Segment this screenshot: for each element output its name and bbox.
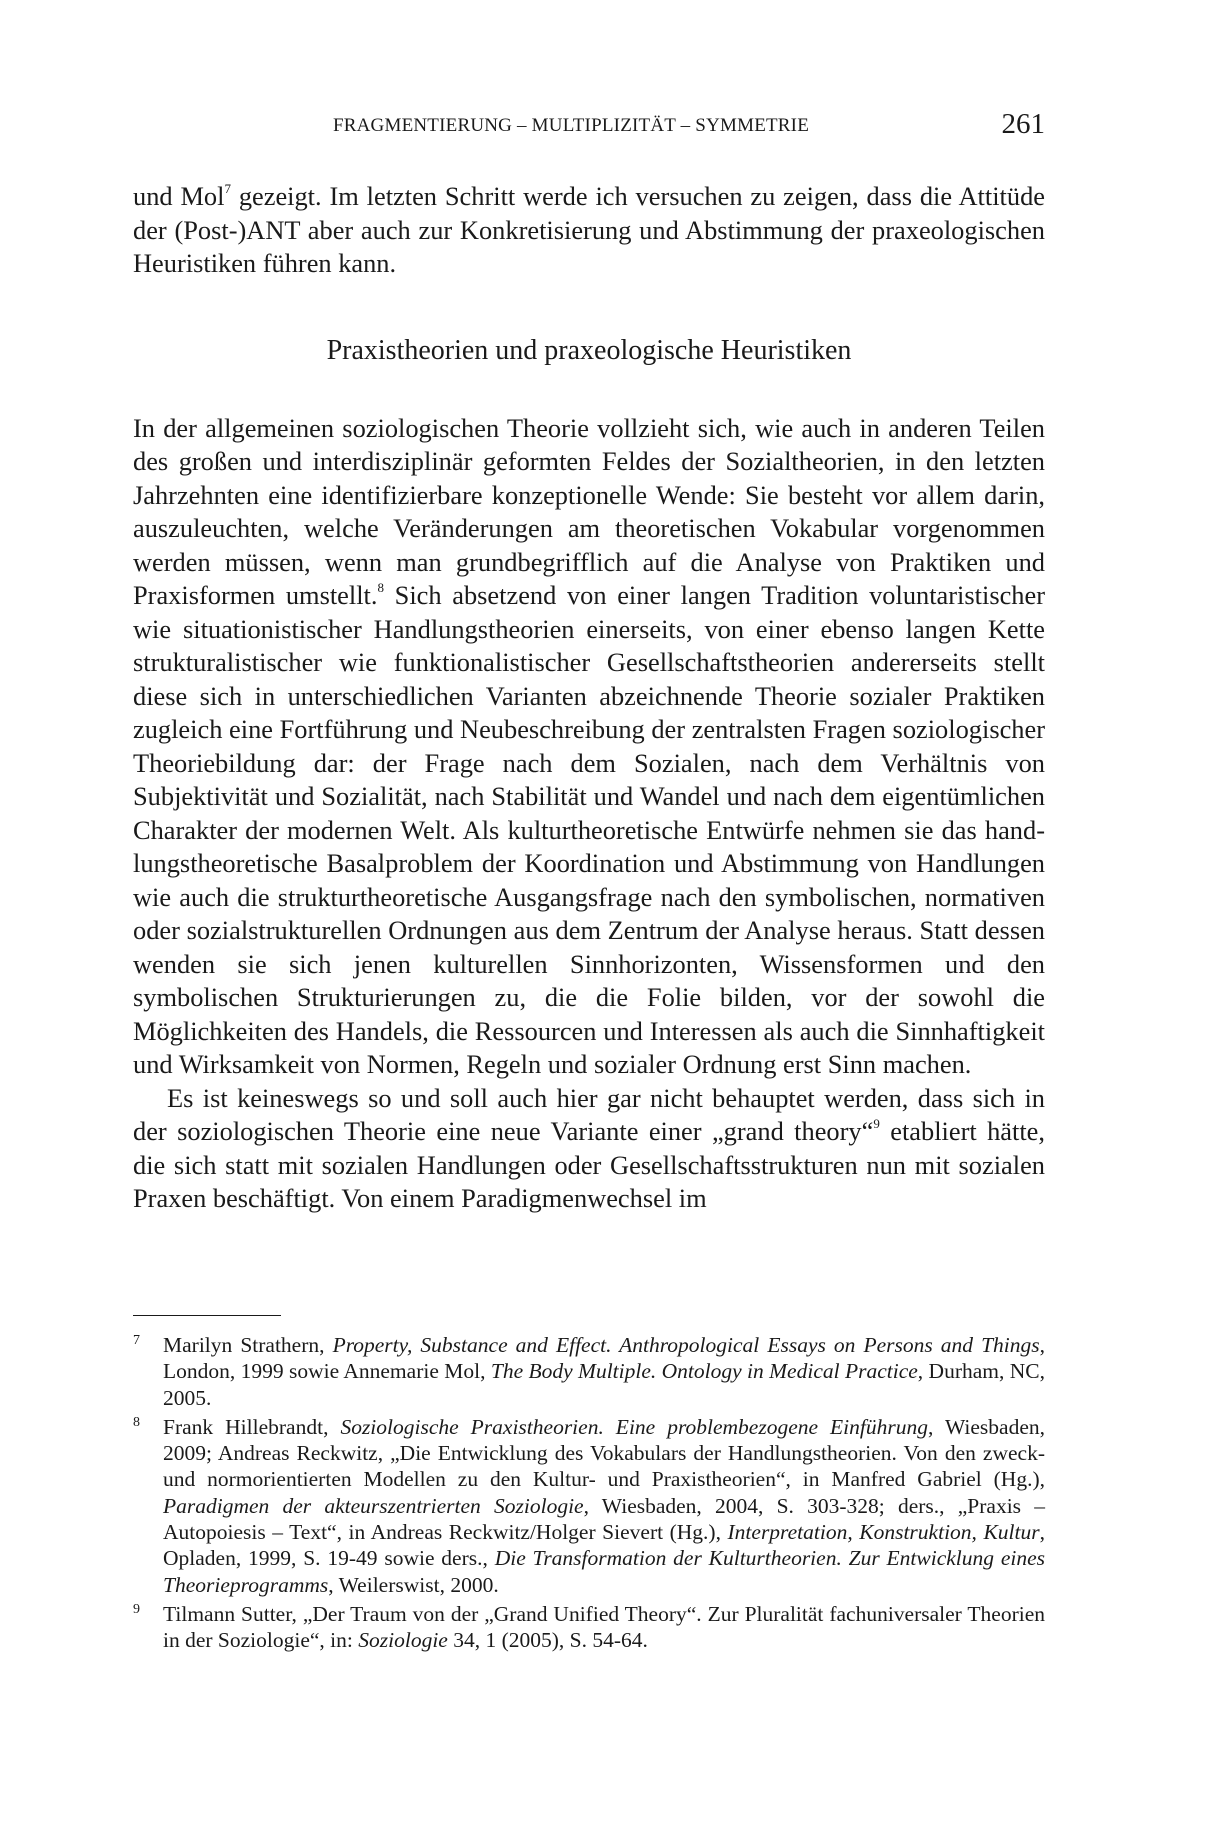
footnote-number: 7 [133, 1333, 140, 1348]
footnote-title-italic: The Body Multiple. Ontology in Medical Practice [490, 1359, 918, 1384]
footnote-text-segment: Tilmann Sutter, „Der Traum von der „Grand Unified Theory“. Zur Pluralität fachuniversaler Theorien in der Soziologie“, in: [163, 1601, 1045, 1653]
footnote-text-segment: , Wiesbaden, 2009; Andreas Reckwitz, „Die Entwicklung des Vokabulars der Handlungstheorien. Von den zweck- und normorientierten Modellen zu den Kultur- und Praxistheorien“, in Manfred Gabriel (Hg.), [163, 1414, 1046, 1492]
paragraph-2-text-start: Es ist keineswegs so und soll auch hier gar nicht behauptet werden, dass sich in der soziologischen Theorie eine neue Variante einer „grand theory“ [133, 1082, 1045, 1146]
footnote-title-italic: Property, Substance and Effect. Anthropological Essays on Persons and Things [332, 1333, 1040, 1357]
footnote-8 [133, 1414, 1045, 1598]
intro-text-end: gezeigt. Im letzten Schritt werde ich versuchen zu zeigen, dass die Attitüde der (Post-)ANT aber auch zur Konkretisierung und Abstimmung der praxeologischen Heuristiken führen kann. [133, 181, 1045, 278]
paragraph-1-text-end: Sich absetzend von einer langen Tradition voluntaristischer wie situationistischer Handlungstheorien einerseits, von einer ebenso langen Kette strukturalistischer wie funktionalistischer Gesellschaftstheorien andererseits stellt diese sich in unterschiedlichen Varianten abzeichnende Theorie sozialer Praktiken zugleich eine Fortführung und Neubeschreibung der zentralsten Fragen soziologischer Theoriebildung dar: der Frage nach dem Sozialen, nach dem Verhältnis von Subjektivität und Sozialität, nach Stabilität und Wandel und nach dem eigentümlichen Charakter der modernen Welt. Als kulturtheoretische Entwürfe nehmen sie das handlungstheoretische Basalproblem der Koordination und Abstimmung von Handlungen wie auch die strukturtheoretische Ausgangsfrage nach den symbolischen, normativen oder sozialstrukturellen Ordnungen aus dem Zentrum der Analyse heraus. Statt dessen wenden sie sich jenen kulturellen Sinnhorizonten, Wissensformen und den symbolischen Strukturierungen zu, die die Folie bilden, vor der sowohl die Möglichkeiten des Handels, die Ressourcen und Interessen als auch die Sinnhaftigkeit und Wirksamkeit von Normen, Regeln und sozialer Ordnung erst Sinn machen. [133, 580, 1046, 1079]
section-paragraph-1 [133, 412, 1045, 1082]
footnote-ref-9[interactable]: 9 [873, 1116, 880, 1132]
footnote-text [163, 1333, 1045, 1410]
footnote-9 [133, 1601, 1045, 1654]
footnote-divider [133, 1315, 281, 1316]
footnote-text-segment: , Durham, NC, 2005. [163, 1359, 1045, 1410]
body-text [133, 180, 1045, 1216]
footnote-text-segment: 34, 1 (2005), S. 54-64. [447, 1628, 648, 1653]
footnote-number: 9 [133, 1601, 140, 1617]
footnote-text-segment: Frank Hillebrandt, [163, 1414, 341, 1439]
footnote-title-italic: Soziologie [358, 1628, 448, 1653]
running-head [133, 108, 1045, 144]
footnote-title-italic: Interpretation, Konstruktion, Kultur [727, 1520, 1040, 1545]
intro-text-start: und Mol [133, 181, 225, 211]
footnote-title-italic: Paradigmen der akteurszentrierten Soziologie [163, 1493, 584, 1518]
paragraph-1-text-start: In der allgemeinen soziologischen Theorie vollzieht sich, wie auch in anderen Teilen des großen und interdisziplinär geformten Feldes der Sozialtheorien, in den letzten Jahrzehnten eine identifizierbare konzeptionelle Wende: Sie besteht vor allem darin, auszuleuchten, welche Veränderungen am theoretischen Vokabular vorgenommen werden müssen, wenn man grundbegrifflich auf die Analyse von Praktiken und Praxisformen umstellt. [133, 412, 1045, 610]
footnote-text-segment: , Weilerswist, 2000. [328, 1572, 499, 1597]
footnote-ref-8[interactable]: 8 [377, 580, 384, 596]
footnotes [133, 1332, 1045, 1657]
footnote-text-segment: Marilyn Strathern, [163, 1333, 333, 1357]
footnote-text-segment: , London, 1999 sowie Annemarie Mol, [163, 1333, 1046, 1384]
footnote-title-italic: Soziologische Praxistheorien. Eine problembezogene Einführung [340, 1414, 928, 1439]
footnote-text-segment: , Wiesbaden, 2004, S. 303-328; ders., „Praxis – Autopoiesis – Text“, in Andreas Reckwitz/Holger Sievert (Hg.), [163, 1493, 1045, 1545]
footnote-text-segment: , Opladen, 1999, S. 19-49 sowie ders., [163, 1520, 1045, 1571]
page-number: 261 [1001, 108, 1045, 140]
footnote-7 [133, 1332, 1045, 1411]
footnote-text [163, 1415, 1045, 1597]
footnote-title-italic: Die Transformation der Kulturtheorien. Zur Entwicklung eines Theorieprogramms [163, 1546, 1045, 1597]
footnote-number: 8 [133, 1414, 140, 1430]
footnote-ref-7[interactable]: 7 [224, 181, 231, 197]
intro-paragraph [133, 180, 1045, 281]
running-title: FRAGMENTIERUNG – MULTIPLIZITÄT – SYMMETRIE [333, 115, 810, 136]
paragraph-2-text-end: etabliert hätte, die sich statt mit sozialen Handlungen oder Gesellschaftsstrukturen nun mit sozialen Praxen beschäftigt. Von einem Paradigmenwechsel im [133, 1116, 1045, 1213]
section-heading: Praxistheorien und praxeologische Heuristiken [326, 334, 852, 366]
footnote-text [163, 1602, 1045, 1652]
section-paragraph-2 [133, 1082, 1045, 1216]
